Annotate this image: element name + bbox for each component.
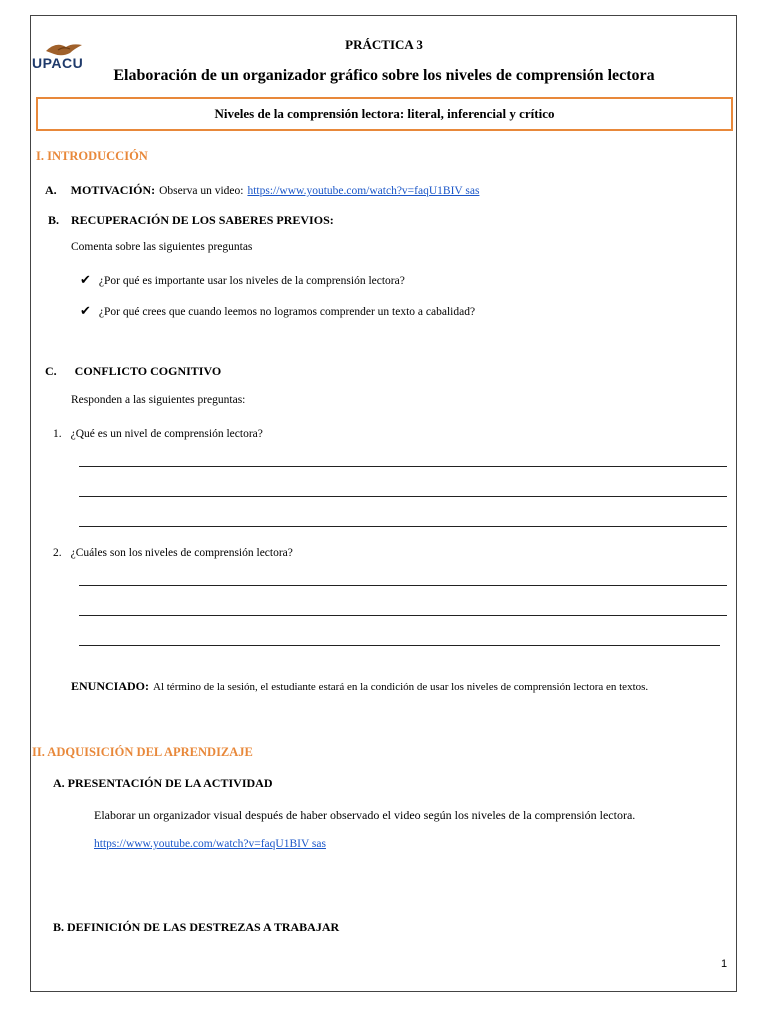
enunciado-label: ENUNCIADO: — [71, 679, 149, 693]
answer-line[interactable] — [79, 526, 727, 527]
presentacion-title: A. PRESENTACIÓN DE LA ACTIVIDAD — [53, 776, 273, 790]
section-introduccion: I. INTRODUCCIÓN — [36, 149, 148, 163]
destrezas-title: B. DEFINICIÓN DE LAS DESTREZAS A TRABAJAR — [53, 920, 340, 934]
logo-text: UPACU — [32, 55, 84, 71]
checkmark-icon: ✔ — [80, 272, 91, 287]
answer-line[interactable] — [79, 585, 727, 586]
motivacion-video-link[interactable]: https://www.youtube.com/watch?v=faqU1BIV sas — [247, 185, 480, 197]
question-1 — [53, 424, 263, 442]
saberes-prompt: Comenta sobre las siguientes preguntas — [71, 241, 253, 253]
item-label-c: C. — [45, 364, 57, 378]
saberes-title: RECUPERACIÓN DE LOS SABERES PREVIOS: — [71, 213, 334, 227]
section-adquisicion: II. ADQUISICIÓN DEL APRENDIZAJE — [32, 745, 253, 759]
question-text: ¿Por qué crees que cuando leemos no logramos comprender un texto a cabalidad? — [98, 306, 476, 318]
document-title: Elaboración de un organizador gráfico sobre los niveles de comprensión lectora — [113, 67, 655, 84]
enunciado — [71, 677, 648, 695]
question-2-text: ¿Cuáles son los niveles de comprensión lectora? — [70, 547, 293, 559]
answer-line[interactable] — [79, 645, 720, 646]
item-label-a: A. — [45, 183, 57, 197]
question-1-text: ¿Qué es un nivel de comprensión lectora? — [70, 428, 263, 440]
checkmark-icon: ✔ — [80, 303, 91, 318]
enunciado-text: Al término de la sesión, el estudiante estará en la condición de usar los niveles de comprensión lectora en textos. — [153, 681, 649, 693]
answer-line[interactable] — [79, 496, 727, 497]
saberes-heading — [48, 211, 334, 229]
presentacion-video-link[interactable]: https://www.youtube.com/watch?v=faqU1BIV sas — [94, 838, 326, 850]
question-item — [80, 302, 475, 320]
conflicto-prompt: Responden a las siguientes preguntas: — [71, 394, 246, 406]
item-label-b: B. — [48, 213, 60, 227]
presentacion-text: Elaborar un organizador visual después de haber observado el video según los niveles de la comprensión lectora. — [94, 808, 636, 822]
page-number: 1 — [721, 958, 728, 970]
question-2-number: 2. — [53, 547, 62, 559]
conflicto-heading — [45, 362, 221, 380]
answer-line[interactable] — [79, 615, 727, 616]
question-text: ¿Por qué es importante usar los niveles de la comprensión lectora? — [98, 275, 405, 287]
motivacion-title: MOTIVACIÓN: — [70, 183, 156, 197]
question-2 — [53, 543, 293, 561]
motivacion-row — [45, 181, 479, 199]
conflicto-title: CONFLICTO COGNITIVO — [74, 364, 222, 378]
motivacion-text: Observa un video: — [159, 185, 244, 197]
question-item — [80, 271, 405, 289]
practice-number: PRÁCTICA 3 — [345, 37, 423, 52]
answer-line[interactable] — [79, 466, 727, 467]
subtitle-box: Niveles de la comprensión lectora: literal, inferencial y crítico — [36, 97, 733, 131]
question-1-number: 1. — [53, 428, 62, 440]
